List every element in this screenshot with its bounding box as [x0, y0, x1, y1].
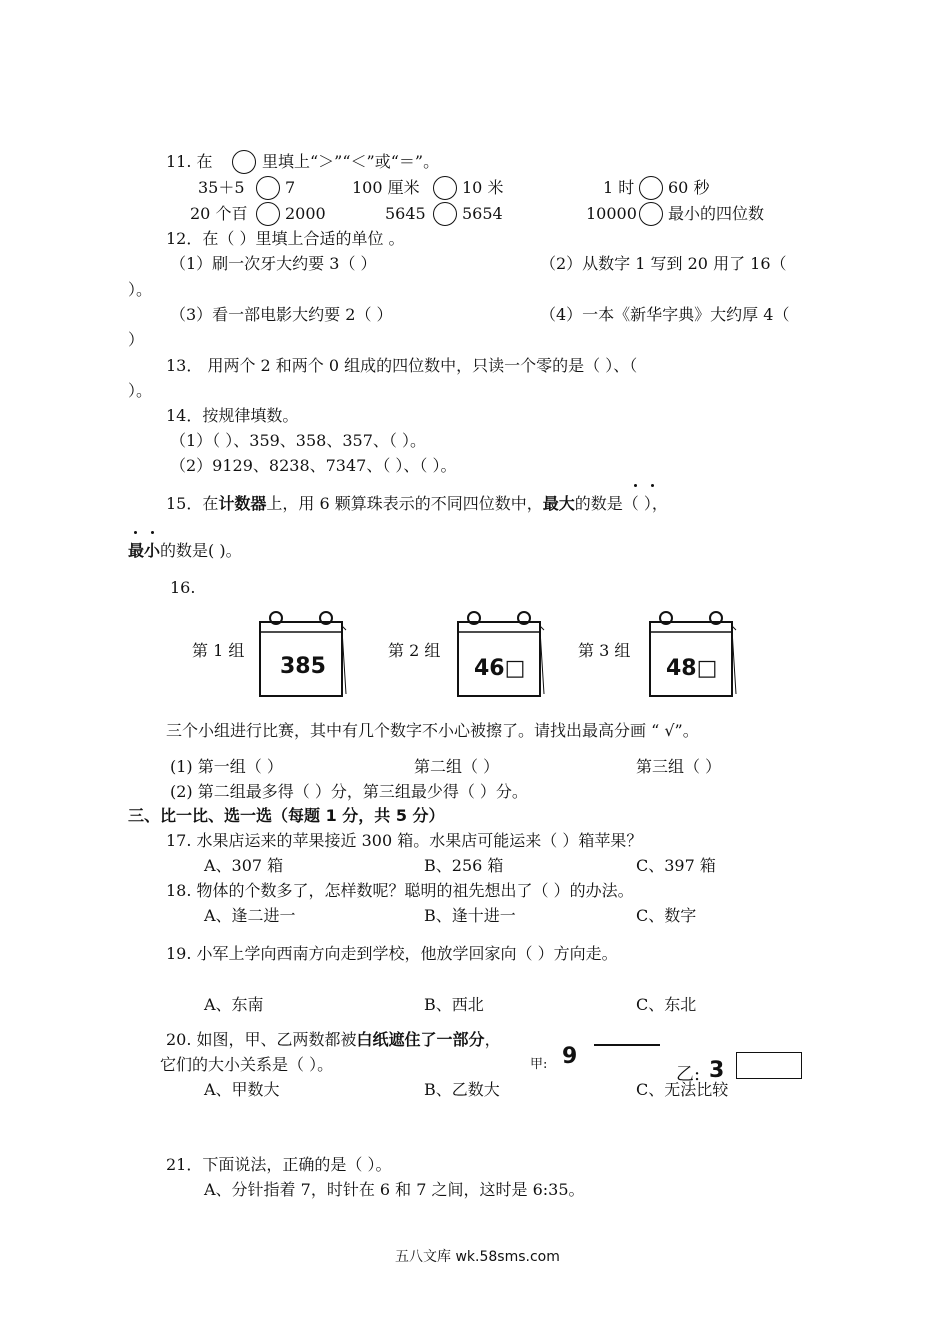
q11-r2e: 10000	[586, 204, 637, 223]
q11-r1d: 10 米	[462, 178, 504, 197]
q18-title: 18. 物体的个数多了，怎样数呢？聪明的祖先想出了（ ）的办法。	[166, 881, 634, 900]
q15-bold-min: 最小	[128, 541, 161, 560]
group3-label: 第 3 组	[578, 641, 631, 660]
q20-bold: 白纸遮住了一部分	[356, 1030, 485, 1049]
q12-line1c: ）。	[128, 280, 153, 299]
q15-text2: 上，用 6 颗算珠表示的不同四位数中，	[266, 494, 543, 513]
compare-circle[interactable]	[232, 150, 256, 174]
q11-title: 11. 在	[166, 152, 213, 171]
compare-circle[interactable]	[256, 176, 280, 200]
q20-line2: 它们的大小关系是（ ）。	[160, 1055, 334, 1074]
q11-r1c: 100 厘米	[352, 178, 420, 197]
q12-line2b: （4）一本《新华字典》大约厚 4（	[540, 305, 790, 324]
group3-score: 48□	[666, 656, 718, 681]
yi-label: 乙:	[676, 1064, 701, 1085]
q15-bold-max: 最大	[542, 494, 575, 513]
q13-line1: 13． 用两个 2 和两个 0 组成的四位数中，只读一个零的是（ ）、（	[166, 356, 638, 375]
q20-option-b[interactable]: B、乙数大	[424, 1080, 500, 1099]
emphasis-dot	[651, 484, 654, 487]
compare-circle[interactable]	[639, 202, 663, 226]
q11-r2c: 5645	[385, 204, 426, 223]
group1-score: 385	[280, 654, 326, 679]
q15-text1: 15．在	[166, 494, 219, 513]
q19-option-b[interactable]: B、西北	[424, 995, 484, 1014]
q15-text3: 的数是（ ），	[574, 494, 668, 513]
q11-r2d: 5654	[462, 204, 503, 223]
compare-circle[interactable]	[639, 176, 663, 200]
q16-line1c: 第三组（ ）	[636, 757, 722, 776]
q15-text4: 的数是( )。	[160, 541, 242, 560]
q17-title: 17. 水果店运来的苹果接近 300 箱。水果店可能运来（ ）箱苹果？	[166, 831, 643, 850]
q11-r1f: 60 秒	[668, 178, 710, 197]
section-heading: 三、比一比、选一选（每题 1 分，共 5 分）	[128, 806, 445, 825]
q11-title-rest: 里填上“＞”“＜”或“＝”。	[262, 152, 440, 171]
q12-line2a: （3）看一部电影大约要 2（ ）	[170, 305, 393, 324]
emphasis-dot	[151, 531, 154, 534]
jia-label: 甲:	[530, 1057, 548, 1072]
q14-line1: （1）（ ）、359、358、357、（ ）。	[170, 431, 426, 450]
q16-line2: (2) 第二组最多得（ ）分，第三组最少得（ ）分。	[170, 782, 528, 801]
yi-number: 3	[709, 1058, 725, 1083]
q11-r1b: 7	[285, 178, 296, 197]
q12-line2c: ）	[128, 330, 145, 349]
compare-circle[interactable]	[256, 202, 280, 226]
q17-option-c[interactable]: C、397 箱	[636, 856, 716, 875]
q11-r2a: 20 个百	[190, 204, 248, 223]
calendar-icon	[254, 608, 350, 700]
emphasis-dot	[634, 484, 637, 487]
q15-line2	[128, 543, 242, 559]
calendar-icon	[452, 608, 548, 700]
q20-option-a[interactable]: A、甲数大	[204, 1080, 280, 1099]
q19-option-a[interactable]: A、东南	[204, 995, 264, 1014]
jia-number: 9	[562, 1044, 578, 1069]
q20-option-c[interactable]: C、无法比较	[636, 1080, 729, 1099]
footer-watermark: 五八文库 wk.58sms.com	[395, 1249, 560, 1265]
q21-option-a[interactable]: A、分针指着 7，时针在 6 和 7 之间，这时是 6:35。	[204, 1180, 585, 1199]
q15-bold-counter: 计数器	[218, 494, 267, 513]
q16-title: 16.	[170, 578, 196, 597]
q17-option-b[interactable]: B、256 箱	[424, 856, 504, 875]
q21-title: 21．下面说法，正确的是（ ）。	[166, 1155, 392, 1174]
q14-line2: （2）9129、8238、7347、（ ）、（ ）。	[170, 456, 457, 475]
q12-line1a: （1）刷一次牙大约要 3（ ）	[170, 254, 377, 273]
compare-circle[interactable]	[433, 176, 457, 200]
q18-option-b[interactable]: B、逢十进一	[424, 906, 516, 925]
q11-r2b: 2000	[285, 204, 326, 223]
q17-option-a[interactable]: A、307 箱	[204, 856, 284, 875]
q20-text2: ，	[484, 1030, 501, 1049]
q11-r1e: 1 时	[603, 178, 635, 197]
q12-line1b: （2）从数字 1 写到 20 用了 16（	[540, 254, 787, 273]
yi-cover-box	[736, 1052, 802, 1079]
q20-text1: 20. 如图，甲、乙两数都被	[166, 1030, 357, 1049]
group1-label: 第 1 组	[192, 641, 245, 660]
compare-circle[interactable]	[433, 202, 457, 226]
jia-cover-line	[594, 1044, 660, 1046]
q16-line1b: 第二组（ ）	[414, 757, 500, 776]
group2-label: 第 2 组	[388, 641, 441, 660]
q16-desc: 三个小组进行比赛，其中有几个数字不小心被擦了。请找出最高分画 “ √”。	[166, 721, 699, 740]
q18-option-c[interactable]: C、数字	[636, 906, 697, 925]
q14-title: 14．按规律填数。	[166, 406, 299, 425]
q19-option-c[interactable]: C、东北	[636, 995, 697, 1014]
q16-line1a: (1) 第一组（ ）	[170, 757, 283, 776]
q11-r1a: 35＋5	[198, 178, 245, 197]
q20-line1	[166, 1032, 501, 1048]
calendar-icon	[644, 608, 740, 700]
q11-r2f: 最小的四位数	[668, 204, 765, 223]
q15-line1	[166, 496, 668, 512]
q12-title: 12．在（ ）里填上合适的单位 。	[166, 229, 405, 248]
group2-score: 46□	[474, 656, 526, 681]
q19-title: 19. 小军上学向西南方向走到学校，他放学回家向（ ）方向走。	[166, 944, 618, 963]
q13-line2: ）。	[128, 381, 153, 400]
emphasis-dot	[134, 531, 137, 534]
q18-option-a[interactable]: A、逢二进一	[204, 906, 296, 925]
